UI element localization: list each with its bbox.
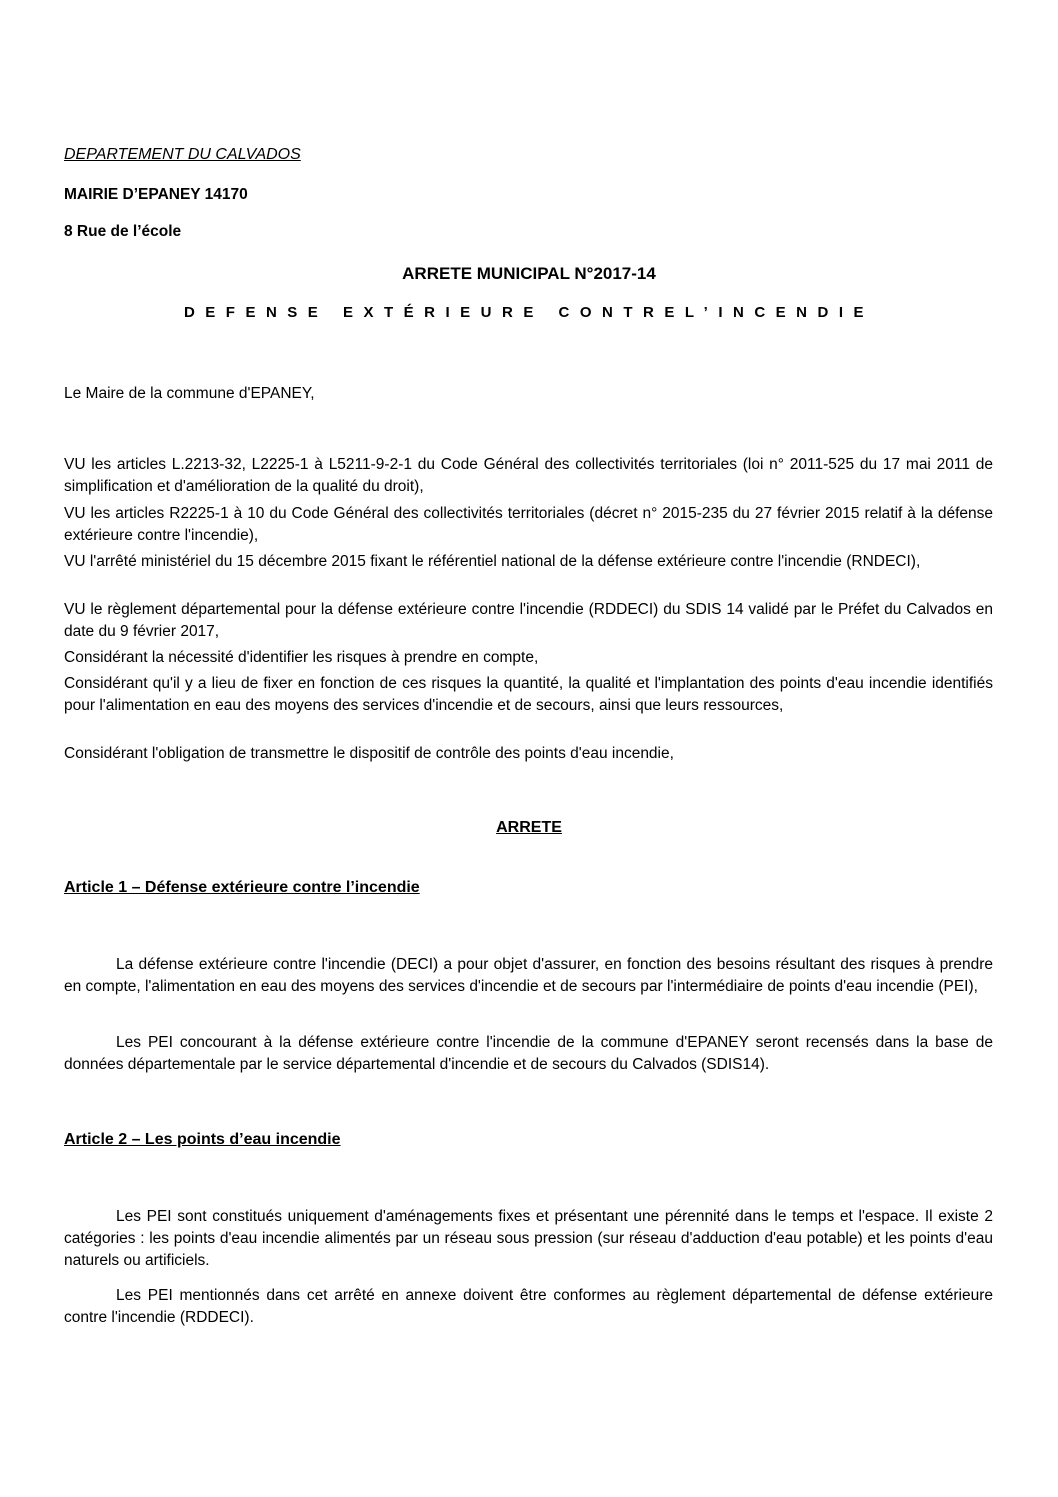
consideration-3: VU l'arrêté ministériel du 15 décembre 2015 fixant le référentiel national de la défense extérieure contre l'incendie (RNDECI),	[64, 553, 921, 570]
consideration-2: VU les articles R2225-1 à 10 du Code Général des collectivités territoriales (décret n° 2015-235 du 27 février 2015 relatif à la défense extérieure contre l'incendie),	[64, 505, 993, 544]
mairie-label: MAIRIE D’EPANEY 14170	[64, 186, 248, 203]
article-2-heading: Article 2 – Les points d’eau incendie	[64, 1131, 341, 1148]
article-1-paragraph-1: La défense extérieure contre l'incendie (DECI) a pour objet d'assurer, en fonction des besoins résultant des risques à prendre en compte, l'alimentation en eau des moyens des services d'incendie et de secours par l'intermédiaire de points d'eau incendie (PEI),	[64, 956, 993, 995]
consideration-7: Considérant l'obligation de transmettre le dispositif de contrôle des points d'eau incendie,	[64, 745, 674, 762]
article-2-paragraph-1: Les PEI sont constitués uniquement d'aménagements fixes et présentant une pérennité dans le temps et l'espace. Il existe 2 catégories : les points d'eau incendie alimentés par un réseau sous pression (sur réseau d'adduction d'eau potable) et les points d'eau naturels ou artificiels.	[64, 1208, 993, 1269]
department-label: DEPARTEMENT DU CALVADOS	[64, 146, 301, 163]
consideration-1: VU les articles L.2213-32, L2225-1 à L5211-9-2-1 du Code Général des collectivités territoriales (loi n° 2011-525 du 17 mai 2011 de simplification et d'amélioration de la qualité du droit),	[64, 456, 993, 495]
decree-title: ARRETE MUNICIPAL N°2017-14	[402, 264, 656, 283]
article-2-paragraph-2: Les PEI mentionnés dans cet arrêté en annexe doivent être conformes au règlement départemental de défense extérieure contre l'incendie (RDDECI).	[64, 1287, 993, 1326]
mayor-intro: Le Maire de la commune d'EPANEY,	[64, 385, 315, 402]
consideration-6: Considérant qu'il y a lieu de fixer en fonction de ces risques la quantité, la qualité et l'implantation des points d'eau incendie identifiés pour l'alimentation en eau des moyens des services d'incendie et de secours, ainsi que leurs ressources,	[64, 675, 993, 714]
consideration-5: Considérant la nécessité d'identifier les risques à prendre en compte,	[64, 649, 539, 666]
decree-subtitle: DEFENSE EXTÉRIEURE CONTREL’INCENDIE	[183, 304, 875, 321]
article-1-paragraph-2: Les PEI concourant à la défense extérieure contre l'incendie de la commune d'EPANEY seront recensés dans la base de données départementale par le service départemental d'incendie et de secours du Calvados (SDIS14).	[64, 1034, 993, 1073]
consideration-4: VU le règlement départemental pour la défense extérieure contre l'incendie (RDDECI) du SDIS 14 validé par le Préfet du Calvados en date du 9 février 2017,	[64, 601, 993, 640]
article-1-heading: Article 1 – Défense extérieure contre l’incendie	[64, 879, 420, 896]
address-label: 8 Rue de l’école	[64, 223, 182, 240]
arrete-heading: ARRETE	[496, 819, 562, 836]
